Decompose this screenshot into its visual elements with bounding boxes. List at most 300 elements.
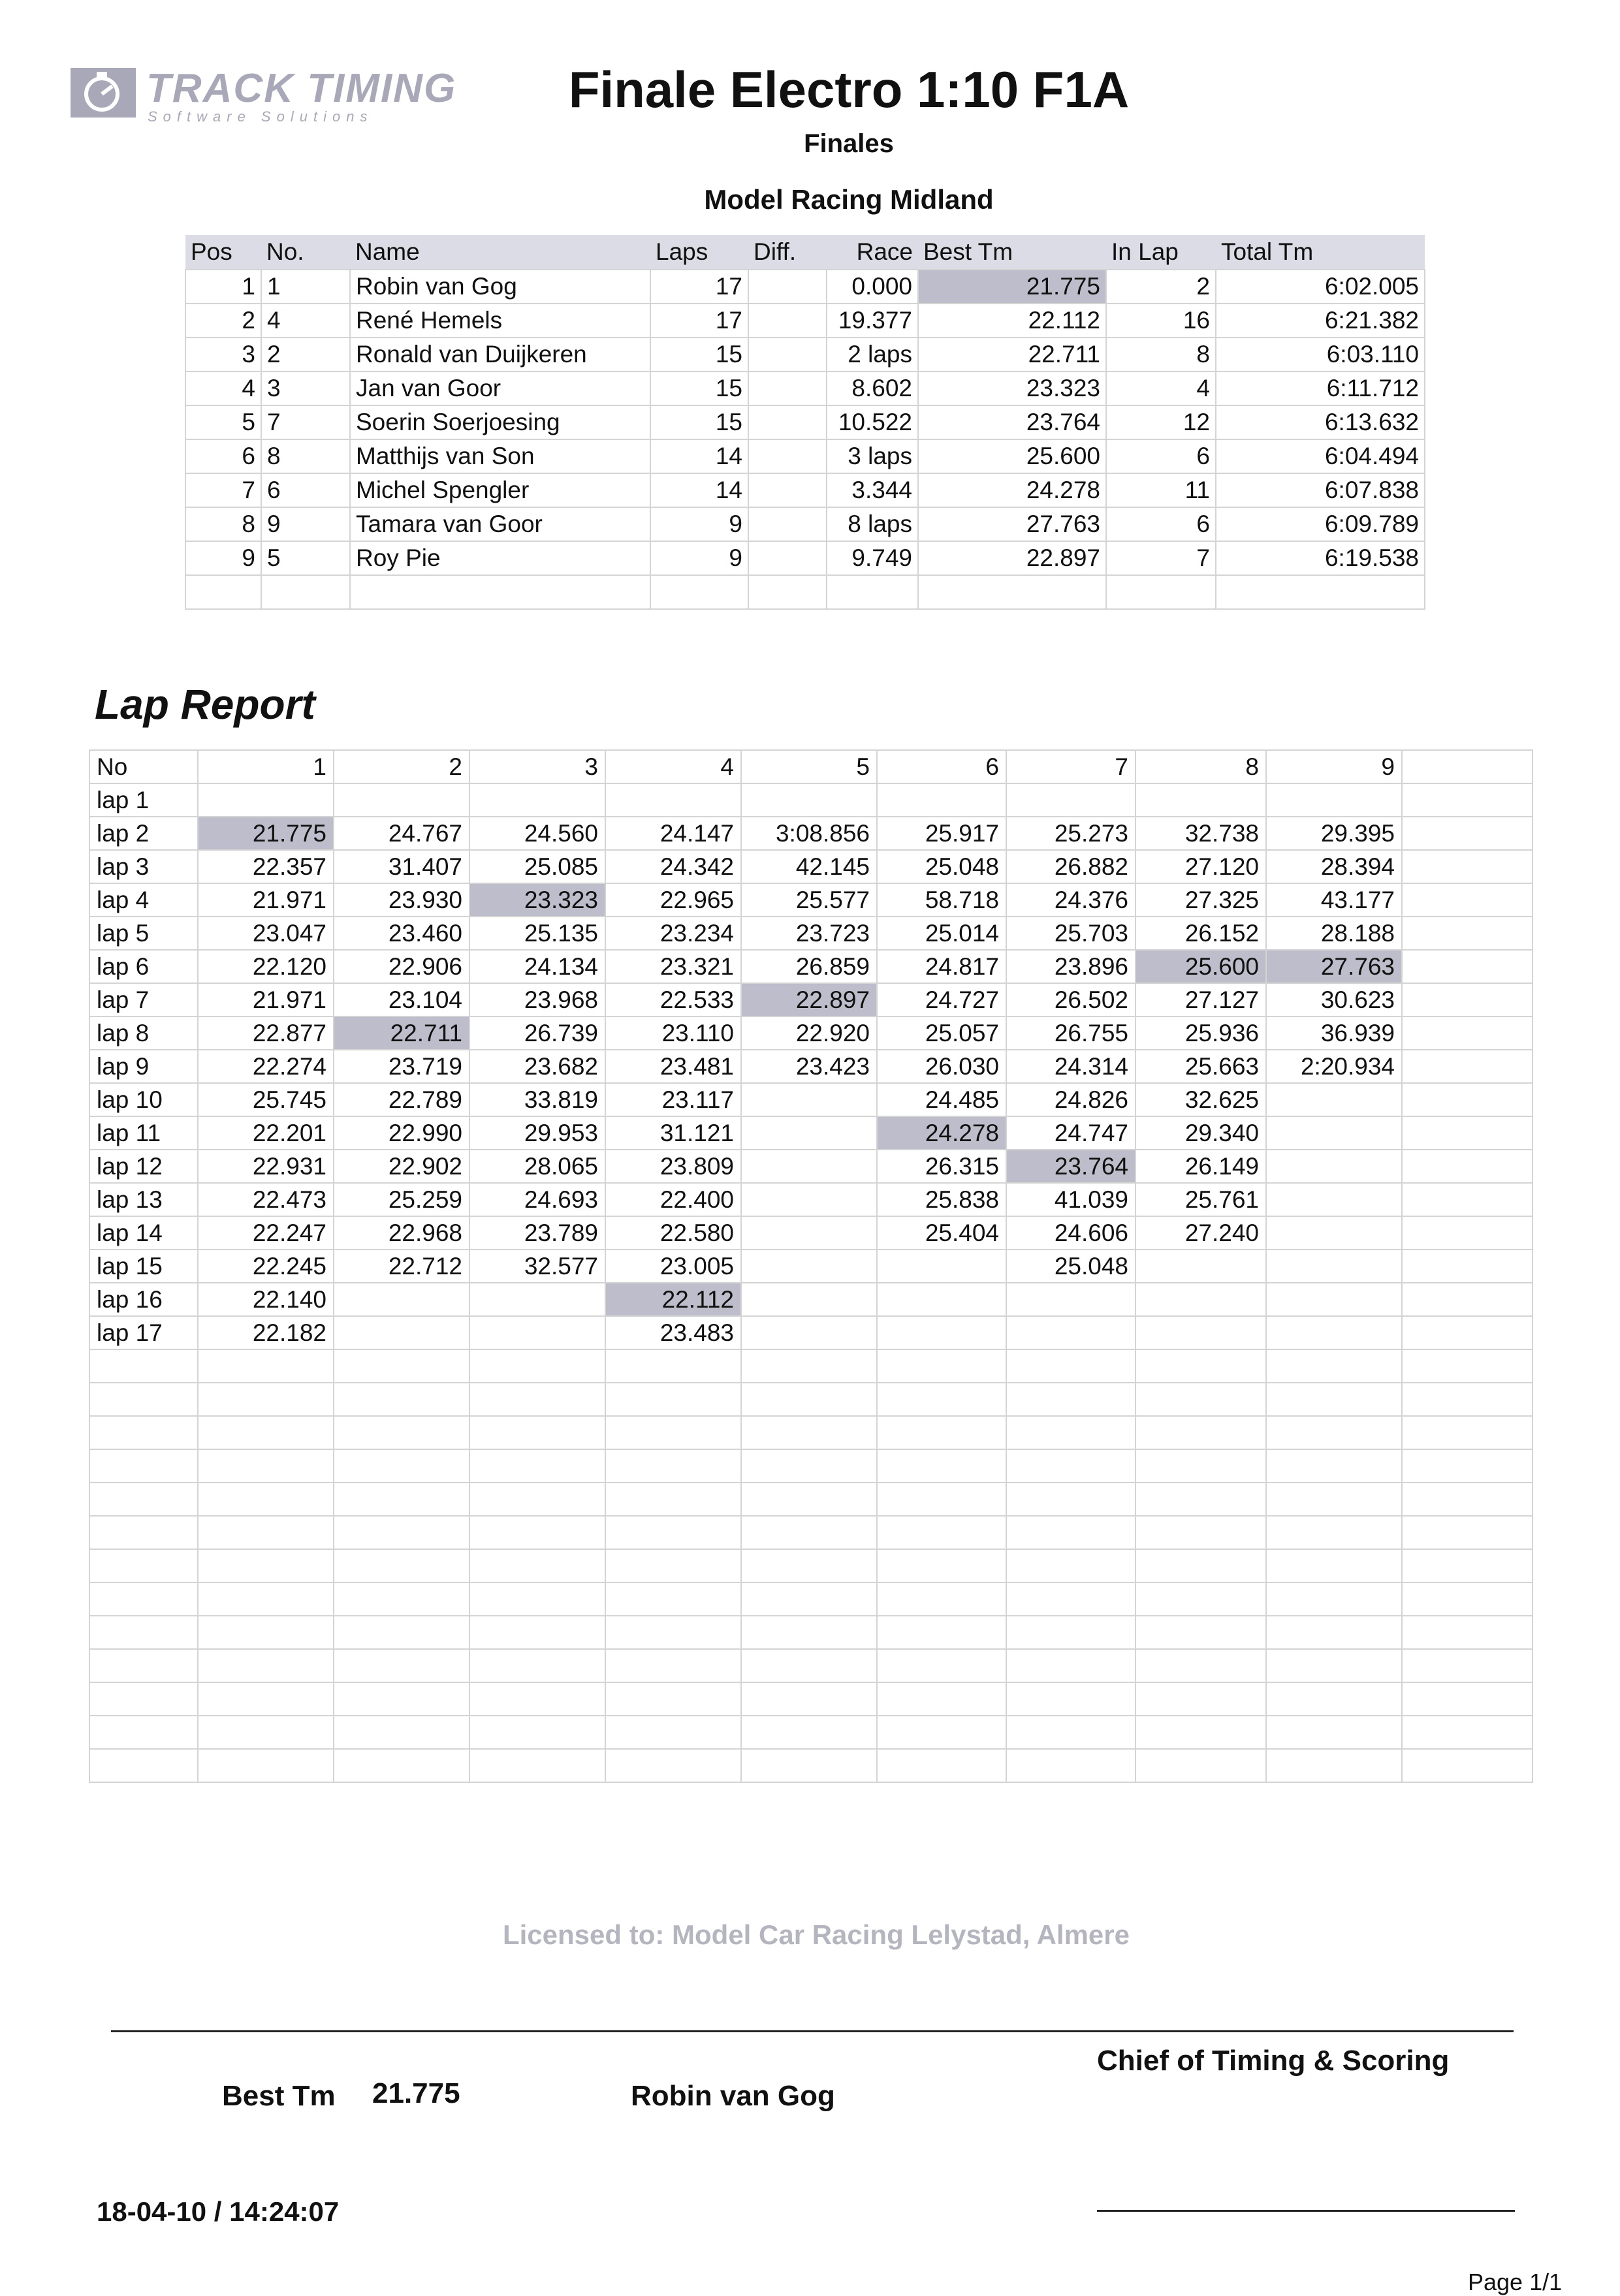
diff-cell bbox=[748, 338, 827, 371]
lap-time-cell: 21.971 bbox=[198, 983, 334, 1016]
empty-cell bbox=[469, 1649, 605, 1682]
results-row bbox=[185, 439, 1425, 473]
lap-time-cell: 26.502 bbox=[1006, 983, 1136, 1016]
total-tm-cell: 6:11.712 bbox=[1216, 371, 1425, 405]
logo-brand: TRACK TIMING bbox=[146, 66, 457, 111]
empty-cell bbox=[741, 1416, 877, 1449]
lap-time-cell bbox=[1006, 1316, 1136, 1349]
lap-empty-row bbox=[89, 1749, 1533, 1782]
results-row bbox=[185, 270, 1425, 304]
lap-time-cell bbox=[1266, 1216, 1402, 1250]
empty-cell bbox=[198, 1616, 334, 1649]
lap-empty-row bbox=[89, 1649, 1533, 1682]
empty-cell bbox=[741, 1582, 877, 1616]
lap-time-cell: 32.738 bbox=[1136, 817, 1266, 850]
empty-cell bbox=[605, 1349, 741, 1383]
lap-time-cell: 22.712 bbox=[334, 1250, 469, 1283]
lap-time-cell: 27.325 bbox=[1136, 883, 1266, 917]
lap-time-cell: 22.920 bbox=[741, 1016, 877, 1050]
empty-cell bbox=[334, 1549, 469, 1582]
car-number-header: 9 bbox=[1266, 750, 1402, 783]
best-tm-cell: 24.278 bbox=[918, 473, 1106, 507]
no-cell: 6 bbox=[261, 473, 350, 507]
lap-time-cell: 24.606 bbox=[1006, 1216, 1136, 1250]
in-lap-cell: 8 bbox=[1106, 338, 1216, 371]
lap-time-cell: 24.485 bbox=[877, 1083, 1006, 1116]
lap-time-cell: 22.274 bbox=[198, 1050, 334, 1083]
lap-time-cell: 58.718 bbox=[877, 883, 1006, 917]
lap-time-cell: 25.917 bbox=[877, 817, 1006, 850]
empty-cell bbox=[198, 1682, 334, 1716]
lap-row bbox=[89, 1316, 1533, 1349]
lap-time-cell: 24.278 bbox=[877, 1116, 1006, 1150]
empty-cell bbox=[89, 1449, 198, 1483]
empty-cell bbox=[827, 575, 918, 609]
empty-cell bbox=[605, 1549, 741, 1582]
lap-label: lap 13 bbox=[89, 1183, 198, 1216]
lap-label: lap 8 bbox=[89, 1016, 198, 1050]
lap-time-cell bbox=[1266, 1116, 1402, 1150]
name-cell: Robin van Gog bbox=[350, 270, 650, 304]
lap-time-cell: 27.763 bbox=[1266, 950, 1402, 983]
lap-time-cell: 22.112 bbox=[605, 1283, 741, 1316]
empty-cell bbox=[605, 1483, 741, 1516]
lap-time-cell: 23.321 bbox=[605, 950, 741, 983]
in-lap-cell: 12 bbox=[1106, 405, 1216, 439]
empty-cell bbox=[1402, 1083, 1533, 1116]
laps-cell: 9 bbox=[650, 541, 748, 575]
empty-cell bbox=[605, 1616, 741, 1649]
lap-row bbox=[89, 1183, 1533, 1216]
lap-time-cell bbox=[741, 1116, 877, 1150]
car-number-header: 2 bbox=[334, 750, 469, 783]
lap-time-cell bbox=[1266, 1150, 1402, 1183]
empty-cell bbox=[1006, 1582, 1136, 1616]
lap-time-cell: 22.902 bbox=[334, 1150, 469, 1183]
lap-time-cell: 33.819 bbox=[469, 1083, 605, 1116]
lap-report-table bbox=[89, 749, 1533, 1783]
lap-time-cell bbox=[334, 783, 469, 817]
results-row bbox=[185, 541, 1425, 575]
lap-row bbox=[89, 783, 1533, 817]
in-lap-cell: 7 bbox=[1106, 541, 1216, 575]
lap-time-cell: 26.315 bbox=[877, 1150, 1006, 1183]
empty-cell bbox=[89, 1749, 198, 1782]
lap-label: lap 2 bbox=[89, 817, 198, 850]
lap-empty-row bbox=[89, 1449, 1533, 1483]
pos-cell: 1 bbox=[185, 270, 261, 304]
car-number-header: 1 bbox=[198, 750, 334, 783]
empty-cell bbox=[741, 1616, 877, 1649]
lap-time-cell bbox=[1136, 1283, 1266, 1316]
lap-row bbox=[89, 1050, 1533, 1083]
empty-cell bbox=[1402, 1150, 1533, 1183]
empty-cell bbox=[1402, 1582, 1533, 1616]
empty-cell bbox=[469, 1549, 605, 1582]
empty-cell bbox=[1266, 1716, 1402, 1749]
empty-cell bbox=[334, 1749, 469, 1782]
lap-time-cell: 27.120 bbox=[1136, 850, 1266, 883]
empty-cell bbox=[1006, 1616, 1136, 1649]
lap-time-cell bbox=[877, 783, 1006, 817]
lap-time-cell: 23.423 bbox=[741, 1050, 877, 1083]
empty-cell bbox=[877, 1649, 1006, 1682]
lap-time-cell: 24.747 bbox=[1006, 1116, 1136, 1150]
laps-cell: 17 bbox=[650, 304, 748, 338]
lap-empty-row bbox=[89, 1483, 1533, 1516]
in-lap-cell: 2 bbox=[1106, 270, 1216, 304]
lap-time-cell: 29.340 bbox=[1136, 1116, 1266, 1150]
total-tm-cell: 6:02.005 bbox=[1216, 270, 1425, 304]
lap-row bbox=[89, 983, 1533, 1016]
lap-time-cell: 22.711 bbox=[334, 1016, 469, 1050]
laps-cell: 14 bbox=[650, 439, 748, 473]
lap-label: lap 7 bbox=[89, 983, 198, 1016]
lap-row bbox=[89, 1150, 1533, 1183]
lap-time-cell bbox=[741, 1250, 877, 1283]
lap-time-cell: 25.936 bbox=[1136, 1016, 1266, 1050]
total-tm-cell: 6:21.382 bbox=[1216, 304, 1425, 338]
race-cell: 3 laps bbox=[827, 439, 918, 473]
empty-cell bbox=[1266, 1549, 1402, 1582]
lap-time-cell: 27.240 bbox=[1136, 1216, 1266, 1250]
empty-cell bbox=[1006, 1516, 1136, 1549]
no-cell: 1 bbox=[261, 270, 350, 304]
pos-cell: 3 bbox=[185, 338, 261, 371]
lap-time-cell: 23.930 bbox=[334, 883, 469, 917]
empty-cell bbox=[1266, 1416, 1402, 1449]
diff-cell bbox=[748, 371, 827, 405]
lap-row bbox=[89, 950, 1533, 983]
empty-cell bbox=[741, 1349, 877, 1383]
empty-cell bbox=[741, 1649, 877, 1682]
empty-cell bbox=[1402, 1449, 1533, 1483]
lap-empty-row bbox=[89, 1516, 1533, 1549]
page-title: Finale Electro 1:10 F1A bbox=[568, 61, 1130, 118]
empty-cell bbox=[1402, 1250, 1533, 1283]
empty-cell bbox=[741, 1383, 877, 1416]
race-cell: 10.522 bbox=[827, 405, 918, 439]
no-cell: 5 bbox=[261, 541, 350, 575]
empty-cell bbox=[350, 575, 650, 609]
lap-label: lap 6 bbox=[89, 950, 198, 983]
no-cell: 8 bbox=[261, 439, 350, 473]
empty-cell bbox=[877, 1582, 1006, 1616]
lap-time-cell: 2:20.934 bbox=[1266, 1050, 1402, 1083]
lap-row bbox=[89, 1216, 1533, 1250]
lap-time-cell: 23.005 bbox=[605, 1250, 741, 1283]
best-time-value: 21.775 bbox=[372, 2077, 460, 2109]
lap-time-cell: 21.971 bbox=[198, 883, 334, 917]
lap-time-cell: 25.048 bbox=[877, 850, 1006, 883]
empty-cell bbox=[334, 1682, 469, 1716]
race-cell: 3.344 bbox=[827, 473, 918, 507]
empty-cell bbox=[1402, 1316, 1533, 1349]
empty-cell bbox=[1266, 1616, 1402, 1649]
col-total-tm: Total Tm bbox=[1216, 235, 1425, 270]
lap-time-cell: 26.755 bbox=[1006, 1016, 1136, 1050]
empty-cell bbox=[1402, 1649, 1533, 1682]
race-cell: 19.377 bbox=[827, 304, 918, 338]
lap-label: lap 4 bbox=[89, 883, 198, 917]
empty-cell bbox=[1402, 1483, 1533, 1516]
lap-time-cell: 22.968 bbox=[334, 1216, 469, 1250]
lap-time-cell bbox=[334, 1283, 469, 1316]
lap-time-cell: 32.625 bbox=[1136, 1083, 1266, 1116]
lap-time-cell: 23.682 bbox=[469, 1050, 605, 1083]
lap-time-cell: 25.577 bbox=[741, 883, 877, 917]
empty-cell bbox=[469, 1749, 605, 1782]
lap-time-cell: 25.085 bbox=[469, 850, 605, 883]
empty-cell bbox=[741, 1716, 877, 1749]
empty-cell bbox=[198, 1716, 334, 1749]
diff-cell bbox=[748, 473, 827, 507]
empty-cell bbox=[877, 1616, 1006, 1649]
lap-time-cell bbox=[1136, 783, 1266, 817]
lap-time-cell: 25.663 bbox=[1136, 1050, 1266, 1083]
empty-cell bbox=[334, 1449, 469, 1483]
lap-time-cell: 23.104 bbox=[334, 983, 469, 1016]
lap-time-cell: 25.745 bbox=[198, 1083, 334, 1116]
lap-time-cell: 23.481 bbox=[605, 1050, 741, 1083]
empty-cell bbox=[1136, 1616, 1266, 1649]
lap-time-cell: 23.896 bbox=[1006, 950, 1136, 983]
diff-cell bbox=[748, 405, 827, 439]
lap-time-cell: 25.703 bbox=[1006, 917, 1136, 950]
lap-empty-row bbox=[89, 1349, 1533, 1383]
results-empty-row bbox=[185, 575, 1425, 609]
empty-cell bbox=[1402, 950, 1533, 983]
laps-cell: 15 bbox=[650, 405, 748, 439]
lap-time-cell: 23.764 bbox=[1006, 1150, 1136, 1183]
empty-cell bbox=[605, 1582, 741, 1616]
total-tm-cell: 6:03.110 bbox=[1216, 338, 1425, 371]
laps-cell: 17 bbox=[650, 270, 748, 304]
lap-time-cell: 22.990 bbox=[334, 1116, 469, 1150]
pos-cell: 6 bbox=[185, 439, 261, 473]
race-cell: 2 laps bbox=[827, 338, 918, 371]
empty-cell bbox=[1136, 1416, 1266, 1449]
empty-cell bbox=[605, 1649, 741, 1682]
empty-cell bbox=[650, 575, 748, 609]
empty-cell bbox=[605, 1682, 741, 1716]
empty-cell bbox=[1402, 1016, 1533, 1050]
lap-time-cell: 24.826 bbox=[1006, 1083, 1136, 1116]
empty-cell bbox=[1136, 1349, 1266, 1383]
empty-cell bbox=[1266, 1449, 1402, 1483]
lap-time-cell bbox=[741, 1216, 877, 1250]
lap-time-cell: 24.342 bbox=[605, 850, 741, 883]
name-cell: Ronald van Duijkeren bbox=[350, 338, 650, 371]
lap-time-cell: 22.400 bbox=[605, 1183, 741, 1216]
empty-cell bbox=[1106, 575, 1216, 609]
no-cell: 2 bbox=[261, 338, 350, 371]
in-lap-cell: 6 bbox=[1106, 439, 1216, 473]
empty-cell bbox=[198, 1383, 334, 1416]
empty-cell bbox=[1402, 983, 1533, 1016]
lap-time-cell: 23.483 bbox=[605, 1316, 741, 1349]
no-cell: 9 bbox=[261, 507, 350, 541]
empty-cell bbox=[1136, 1649, 1266, 1682]
lap-time-cell bbox=[334, 1316, 469, 1349]
lap-time-cell: 21.775 bbox=[198, 817, 334, 850]
car-number-header: 8 bbox=[1136, 750, 1266, 783]
pos-cell: 7 bbox=[185, 473, 261, 507]
lap-time-cell: 25.048 bbox=[1006, 1250, 1136, 1283]
lap-time-cell: 22.931 bbox=[198, 1150, 334, 1183]
best-tm-cell: 27.763 bbox=[918, 507, 1106, 541]
empty-cell bbox=[877, 1516, 1006, 1549]
empty-cell bbox=[469, 1349, 605, 1383]
lap-time-cell: 26.152 bbox=[1136, 917, 1266, 950]
lap-row bbox=[89, 1016, 1533, 1050]
in-lap-cell: 16 bbox=[1106, 304, 1216, 338]
lap-time-cell: 23.234 bbox=[605, 917, 741, 950]
chief-of-timing-label: Chief of Timing & Scoring bbox=[1097, 2045, 1450, 2077]
lap-time-cell: 22.245 bbox=[198, 1250, 334, 1283]
lap-time-cell bbox=[469, 1283, 605, 1316]
empty-cell bbox=[1402, 1749, 1533, 1782]
lap-time-cell: 22.877 bbox=[198, 1016, 334, 1050]
empty-cell bbox=[89, 1516, 198, 1549]
empty-cell bbox=[605, 1383, 741, 1416]
empty-cell bbox=[198, 1349, 334, 1383]
lap-label: lap 10 bbox=[89, 1083, 198, 1116]
lap-empty-row bbox=[89, 1616, 1533, 1649]
empty-cell bbox=[89, 1582, 198, 1616]
lap-empty-row bbox=[89, 1716, 1533, 1749]
empty-cell bbox=[469, 1582, 605, 1616]
empty-cell bbox=[334, 1383, 469, 1416]
empty-cell bbox=[741, 1483, 877, 1516]
empty-cell bbox=[1006, 1349, 1136, 1383]
lap-time-cell: 43.177 bbox=[1266, 883, 1402, 917]
col-race: Race bbox=[827, 235, 918, 270]
car-number-header: 7 bbox=[1006, 750, 1136, 783]
lap-time-cell: 24.560 bbox=[469, 817, 605, 850]
lap-row bbox=[89, 850, 1533, 883]
lap-label: lap 14 bbox=[89, 1216, 198, 1250]
lap-time-cell: 23.047 bbox=[198, 917, 334, 950]
empty-cell bbox=[605, 1516, 741, 1549]
lap-time-cell bbox=[741, 1283, 877, 1316]
lap-time-cell: 25.014 bbox=[877, 917, 1006, 950]
empty-cell bbox=[1266, 1383, 1402, 1416]
col-in-lap: In Lap bbox=[1106, 235, 1216, 270]
lap-time-cell bbox=[877, 1250, 1006, 1283]
lap-time-cell: 25.600 bbox=[1136, 950, 1266, 983]
car-number-header: 5 bbox=[741, 750, 877, 783]
lap-time-cell bbox=[1136, 1250, 1266, 1283]
empty-cell bbox=[198, 1582, 334, 1616]
empty-cell bbox=[1402, 1616, 1533, 1649]
club-name: Model Racing Midland bbox=[704, 184, 994, 215]
lap-row bbox=[89, 1283, 1533, 1316]
lap-time-cell: 24.767 bbox=[334, 817, 469, 850]
logo-tagline: Software Solutions bbox=[148, 108, 373, 125]
car-number-header: 6 bbox=[877, 750, 1006, 783]
empty-cell bbox=[605, 1416, 741, 1449]
lap-time-cell bbox=[1266, 1316, 1402, 1349]
lap-time-cell: 22.580 bbox=[605, 1216, 741, 1250]
lap-report-body bbox=[89, 750, 1533, 1782]
empty-cell bbox=[1136, 1682, 1266, 1716]
empty-cell bbox=[469, 1449, 605, 1483]
car-number-header: 4 bbox=[605, 750, 741, 783]
empty-cell bbox=[334, 1649, 469, 1682]
empty-cell bbox=[1006, 1416, 1136, 1449]
lap-time-cell bbox=[741, 1150, 877, 1183]
lap-row bbox=[89, 817, 1533, 850]
pos-cell: 9 bbox=[185, 541, 261, 575]
empty-cell bbox=[469, 1616, 605, 1649]
laps-cell: 14 bbox=[650, 473, 748, 507]
empty-cell bbox=[89, 1649, 198, 1682]
lap-time-cell bbox=[469, 1316, 605, 1349]
empty-cell bbox=[1402, 883, 1533, 917]
empty-cell bbox=[89, 1549, 198, 1582]
lap-time-cell: 24.147 bbox=[605, 817, 741, 850]
lap-time-cell bbox=[741, 1083, 877, 1116]
empty-cell bbox=[198, 1483, 334, 1516]
empty-cell bbox=[918, 575, 1106, 609]
lap-label: lap 11 bbox=[89, 1116, 198, 1150]
lap-time-cell: 28.188 bbox=[1266, 917, 1402, 950]
lap-time-cell: 24.314 bbox=[1006, 1050, 1136, 1083]
lap-row bbox=[89, 1083, 1533, 1116]
results-table bbox=[185, 235, 1425, 610]
best-tm-cell: 23.764 bbox=[918, 405, 1106, 439]
empty-cell bbox=[261, 575, 350, 609]
pos-cell: 4 bbox=[185, 371, 261, 405]
lap-empty-row bbox=[89, 1582, 1533, 1616]
empty-cell bbox=[469, 1483, 605, 1516]
empty-cell bbox=[334, 1349, 469, 1383]
lap-time-cell: 25.259 bbox=[334, 1183, 469, 1216]
empty-cell bbox=[1402, 1549, 1533, 1582]
best-tm-cell: 22.711 bbox=[918, 338, 1106, 371]
empty-cell bbox=[334, 1616, 469, 1649]
lap-empty-row bbox=[89, 1549, 1533, 1582]
empty-cell bbox=[469, 1716, 605, 1749]
col-name: Name bbox=[350, 235, 650, 270]
best-time-driver: Robin van Gog bbox=[631, 2080, 835, 2112]
empty-cell bbox=[605, 1749, 741, 1782]
lap-time-cell: 23.117 bbox=[605, 1083, 741, 1116]
empty-cell bbox=[198, 1449, 334, 1483]
empty-cell bbox=[1136, 1449, 1266, 1483]
lap-empty-row bbox=[89, 1682, 1533, 1716]
lap-time-cell: 29.395 bbox=[1266, 817, 1402, 850]
empty-cell bbox=[89, 1716, 198, 1749]
empty-cell bbox=[185, 575, 261, 609]
lap-time-cell: 24.693 bbox=[469, 1183, 605, 1216]
empty-cell bbox=[1266, 1682, 1402, 1716]
empty-cell bbox=[1266, 1516, 1402, 1549]
empty-cell bbox=[334, 1582, 469, 1616]
lap-time-cell bbox=[741, 1316, 877, 1349]
name-cell: René Hemels bbox=[350, 304, 650, 338]
lap-time-cell: 24.727 bbox=[877, 983, 1006, 1016]
lap-time-cell: 41.039 bbox=[1006, 1183, 1136, 1216]
empty-cell bbox=[89, 1483, 198, 1516]
best-time-label: Best Tm bbox=[222, 2080, 336, 2112]
best-tm-cell: 22.897 bbox=[918, 541, 1106, 575]
empty-cell bbox=[1402, 1682, 1533, 1716]
empty-cell bbox=[1402, 917, 1533, 950]
lap-time-cell: 26.739 bbox=[469, 1016, 605, 1050]
diff-cell bbox=[748, 270, 827, 304]
